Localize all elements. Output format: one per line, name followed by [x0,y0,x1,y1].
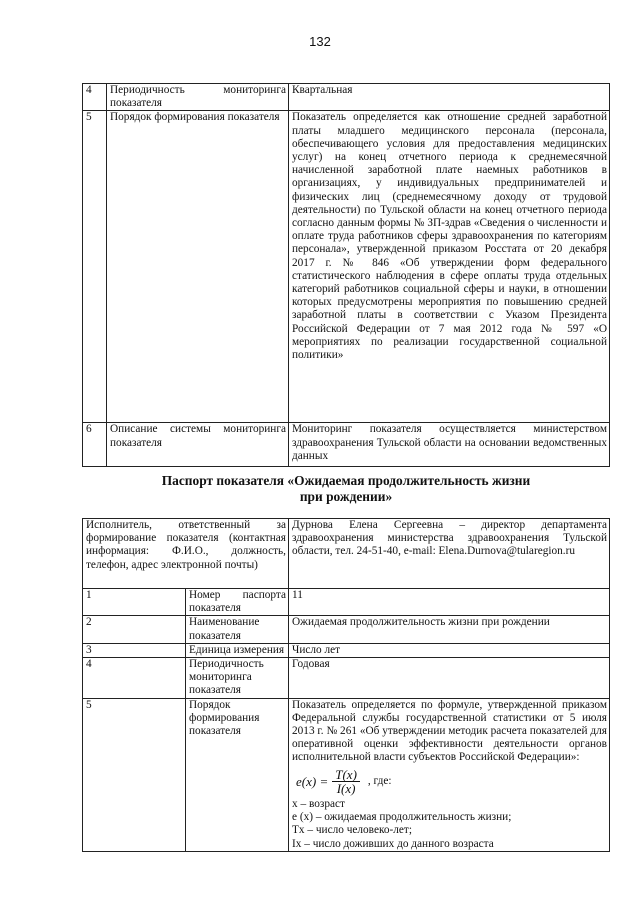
row-number: 4 [83,84,107,111]
executor-row [83,519,610,589]
section-title-line: Паспорт показателя «Ожидаемая продолжительность жизни [161,473,531,488]
row-label: Периодичность мониторинга показателя [107,84,289,111]
formula-numerator: T(x) [332,768,360,782]
row-number: 5 [83,698,186,851]
row-value: Мониторинг показателя осуществляется министерством здравоохранения Тульской области на основании ведомственных данных [289,423,610,467]
passport-table [82,518,610,852]
section-title [82,473,610,505]
row-label: Единица измерения [186,643,289,657]
row-value: Число лет [289,643,610,657]
row-label: Порядок формирования показателя [107,111,289,423]
table-row [83,658,610,699]
definition-line: x – возраст [292,798,345,811]
row-number: 5 [83,111,107,423]
executor-label: Исполнитель, ответственный за формирование показателя (контактная информация: Ф.И.О., должность, телефон, адрес электронной почты) [83,519,289,589]
table-row [83,589,610,616]
row-label: Номер паспорта показателя [186,589,289,616]
row-value: Показатель определяется как отношение средней заработной платы младшего медицинского персонала (персонала, обеспечивающего условия для предоставления медицинских услуг) на конец отчетного периода к среднемесячной начисленной заработной плате наемных работников в организациях, у индивидуальных предпринимателей и физических лиц (среднемесячному доходу от трудовой деятельности) по Тульской области на конец отчетного периода согласно данным формы № ЗП-здрав «Сведения о численности и оплате труда работников сферы здравоохранения по категориям персонала», утвержденной приказом Росстата от 20 декабря 2017 г. № 846 «Об утверждении форм федерального статистического наблюдения в сфере оплаты труда отдельных категорий работников социальной сферы и науки, в отношении которых предусмотрены мероприятия по повышению средней заработной платы в соответствии с Указом Президента Российской Федерации от 7 мая 2012 года № 597 «О мероприятиях по реализации государственной социальной политики» [289,111,610,423]
formula-fraction [332,768,360,795]
page-number: 132 [309,34,331,49]
table-row [83,423,610,467]
row-value: 11 [289,589,610,616]
row-number: 3 [83,643,186,657]
formula-lhs: e(x) = [296,773,329,789]
row-number: 4 [83,658,186,699]
row-value: Квартальная [289,84,610,111]
row-label: Описание системы мониторинга показателя [107,423,289,467]
row-number: 1 [83,589,186,616]
formula-tail: , где: [367,774,392,787]
definition-line: e (x) – ожидаемая продолжительность жизни; [292,811,512,824]
row-value: Годовая [289,658,610,699]
row-label: Наименование показателя [186,616,289,643]
definition-line: Ix – число доживших до данного возраста [292,837,494,850]
table-row [83,84,610,111]
row-value: Ожидаемая продолжительность жизни при рождении [289,616,610,643]
table-row [83,643,610,657]
executor-value: Дурнова Елена Сергеевна – директор департамента здравоохранения министерства здравоохранения Тульской области, тел. 24-51-40, e-mail: Elena.Durnova@tularegion.ru [289,519,610,589]
formula-denominator: I(x) [336,780,356,796]
section-title-line: при рождении» [299,489,393,504]
row-number: 6 [83,423,107,467]
passport-table-continued [82,83,610,467]
table-row [83,698,610,851]
formula [296,768,607,795]
formula-intro: Показатель определяется по формуле, утвержденной приказом Федеральной службы государственной статистики от 5 июля 2013 г. № 261 «Об утверждении методик расчета показателей для оперативной оценки эффективности деятельности органов исполнительной власти субъектов Российской Федерации»: [292,698,607,764]
row-number: 2 [83,616,186,643]
formula-cell [289,698,610,851]
table-row [83,616,610,643]
row-label: Периодичность мониторинга показателя [186,658,289,699]
row-label: Порядок формирования показателя [186,698,289,851]
definition-line: Tx – число человеко-лет; [292,824,413,837]
table-row [83,111,610,423]
